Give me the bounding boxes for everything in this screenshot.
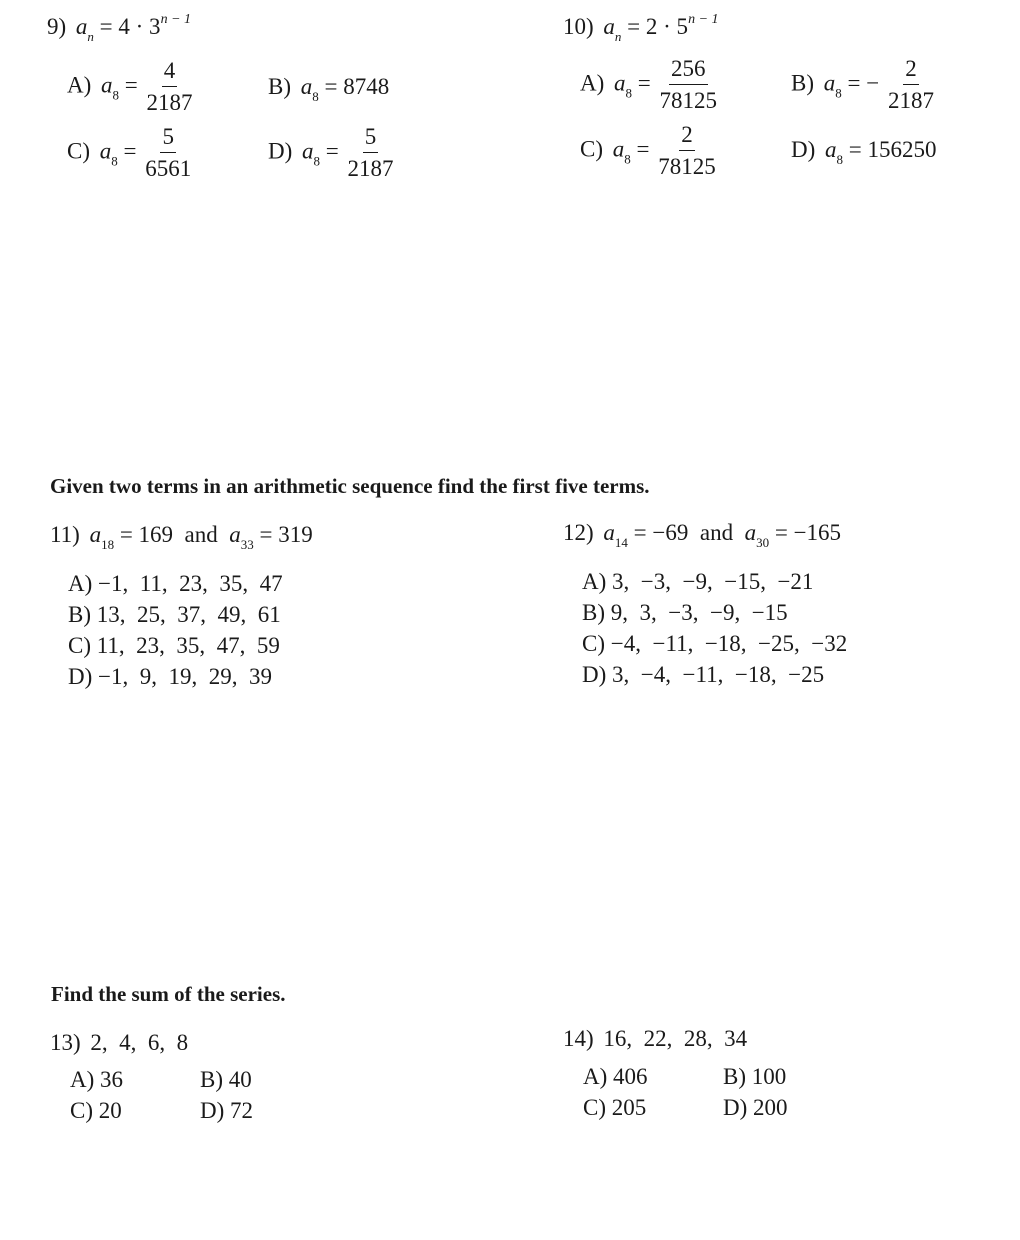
q11-option-b[interactable]: B) 13, 25, 37, 49, 61 bbox=[68, 602, 281, 627]
question-number: 14) bbox=[563, 1026, 594, 1051]
q14-option-c[interactable]: C) 205 bbox=[583, 1095, 647, 1120]
q9-option-d[interactable]: D) $a_8$ = $\frac{5}{2187}$ bbox=[268, 124, 394, 181]
q12-option-c[interactable]: C) −4, −11, −18, −25, −32 bbox=[582, 631, 848, 656]
q11-prompt: 11) $a_{18} = 169$ and $a_{33} = 319$ bbox=[50, 522, 313, 552]
q9-option-b[interactable]: B) $a_8 = 8748$ bbox=[268, 74, 390, 104]
q11-option-c[interactable]: C) 11, 23, 35, 47, 59 bbox=[68, 633, 280, 658]
question-number: 13) bbox=[50, 1030, 81, 1055]
q14-option-a[interactable]: A) 406 bbox=[583, 1064, 648, 1089]
q14-prompt: 14) 16, 22, 28, 34 bbox=[563, 1026, 748, 1051]
q9-option-c[interactable]: C) $a_8$ = $\frac{5}{6561}$ bbox=[67, 124, 192, 181]
q11-option-a[interactable]: A) −1, 11, 23, 35, 47 bbox=[68, 571, 283, 596]
question-number: 10) bbox=[563, 14, 594, 39]
question-number: 9) bbox=[47, 14, 67, 39]
q10-option-b[interactable]: B) $a_8$ = − $\frac{2}{2187}$ bbox=[791, 56, 934, 113]
q13-option-b[interactable]: B) 40 bbox=[200, 1067, 252, 1092]
q12-options bbox=[582, 566, 847, 690]
q11-option-d[interactable]: D) −1, 9, 19, 29, 39 bbox=[68, 664, 273, 689]
q12-prompt: 12) $a_{14} = -69$ and $a_{30} = -165$ bbox=[563, 520, 842, 550]
q10-option-d[interactable]: D) $a_8 = 156250$ bbox=[791, 137, 937, 167]
q10-option-c[interactable]: C) $a_8$ = $\frac{2}{78125}$ bbox=[580, 122, 716, 179]
fraction: $\frac{2}{78125}$ bbox=[658, 122, 716, 179]
section-heading-arithmetic: Given two terms in an arithmetic sequence find the first five terms. bbox=[50, 474, 650, 498]
fraction: $\frac{5}{6561}$ bbox=[145, 124, 192, 181]
q14-option-b[interactable]: B) 100 bbox=[723, 1064, 787, 1089]
q13-prompt: 13) 2, 4, 6, 8 bbox=[50, 1030, 189, 1055]
q9-prompt: 9) $a_n = 4 \cdot 3^{n - 1}$ bbox=[47, 12, 192, 44]
question-number: 12) bbox=[563, 520, 594, 545]
q14-option-d[interactable]: D) 200 bbox=[723, 1095, 788, 1120]
fraction: $\frac{4}{2187}$ bbox=[146, 58, 193, 115]
q9-option-a[interactable]: A) $a_8$ = $\frac{4}{2187}$ bbox=[67, 58, 193, 115]
section-heading-sum: Find the sum of the series. bbox=[51, 982, 286, 1006]
q11-options bbox=[68, 568, 283, 692]
q12-option-a[interactable]: A) 3, −3, −9, −15, −21 bbox=[582, 569, 814, 594]
fraction: $\frac{2}{2187}$ bbox=[887, 56, 934, 113]
q13-option-d[interactable]: D) 72 bbox=[200, 1098, 254, 1123]
q12-option-d[interactable]: D) 3, −4, −11, −18, −25 bbox=[582, 662, 825, 687]
q13-option-a[interactable]: A) 36 bbox=[70, 1067, 124, 1092]
q10-prompt: 10) $a_n = 2 \cdot 5^{n - 1}$ bbox=[563, 12, 719, 44]
fraction: $\frac{5}{2187}$ bbox=[347, 124, 394, 181]
q13-option-c[interactable]: C) 20 bbox=[70, 1098, 122, 1123]
q12-option-b[interactable]: B) 9, 3, −3, −9, −15 bbox=[582, 600, 788, 625]
question-number: 11) bbox=[50, 522, 80, 547]
q10-option-a[interactable]: A) $a_8$ = $\frac{256}{78125}$ bbox=[580, 56, 718, 113]
fraction: $\frac{256}{78125}$ bbox=[659, 56, 718, 113]
